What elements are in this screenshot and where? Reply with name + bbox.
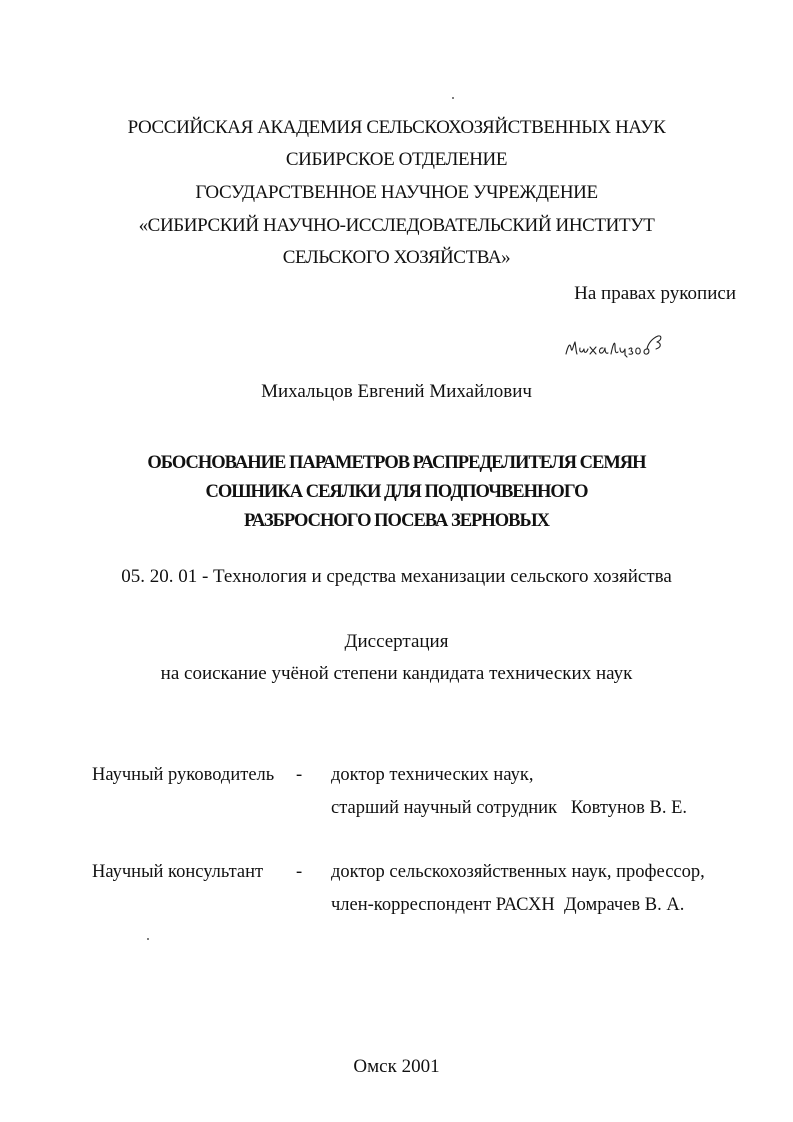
- city-year: Омск 2001: [353, 1056, 440, 1077]
- author-name: Михальцов Евгений Михайлович: [261, 381, 532, 402]
- supervisor-label: Научный руководитель: [92, 765, 275, 785]
- consultant-line-2: член-корреспондент РАСХН Домрачев В. А.: [331, 895, 685, 915]
- supervisor-line-2: старший научный сотрудник Ковтунов В. Е.: [331, 798, 687, 818]
- title-line-3: РАЗБРОСНОГО ПОСЕВА ЗЕРНОВЫХ: [243, 511, 549, 531]
- supervisor-dash: -: [296, 765, 303, 785]
- consultant-label: Научный консультант: [92, 862, 264, 882]
- manuscript-note: На правах рукописи: [574, 283, 736, 304]
- consultant-line-1: доктор сельскохозяйственных наук, профессор,: [331, 862, 705, 882]
- scan-speck: [452, 97, 454, 99]
- title-line-2: СОШНИКА СЕЯЛКИ ДЛЯ ПОДПОЧВЕННОГО: [205, 482, 588, 502]
- institution-line-5: СЕЛЬСКОГО ХОЗЯЙСТВА»: [282, 247, 511, 268]
- consultant-dash: -: [296, 862, 303, 882]
- institution-line-1: РОССИЙСКАЯ АКАДЕМИЯ СЕЛЬСКОХОЗЯЙСТВЕННЫХ НАУК: [127, 117, 666, 138]
- institution-line-3: ГОСУДАРСТВЕННОЕ НАУЧНОЕ УЧРЕЖДЕНИЕ: [195, 182, 598, 203]
- scan-speck: [147, 938, 149, 940]
- dissertation-degree: на соискание учёной степени кандидата технических наук: [160, 663, 633, 684]
- dissertation-type: Диссертация: [344, 631, 449, 652]
- specialty-code: 05. 20. 01 - Технология и средства механизации сельского хозяйства: [121, 566, 672, 587]
- institution-line-2: СИБИРСКОЕ ОТДЕЛЕНИЕ: [285, 149, 508, 170]
- title-line-1: ОБОСНОВАНИЕ ПАРАМЕТРОВ РАСПРЕДЕЛИТЕЛЯ СЕМЯН: [147, 453, 646, 473]
- supervisor-line-1: доктор технических наук,: [331, 765, 534, 785]
- institution-line-4: «СИБИРСКИЙ НАУЧНО-ИССЛЕДОВАТЕЛЬСКИЙ ИНСТИТУТ: [138, 215, 655, 236]
- handwritten-signature: [563, 328, 673, 362]
